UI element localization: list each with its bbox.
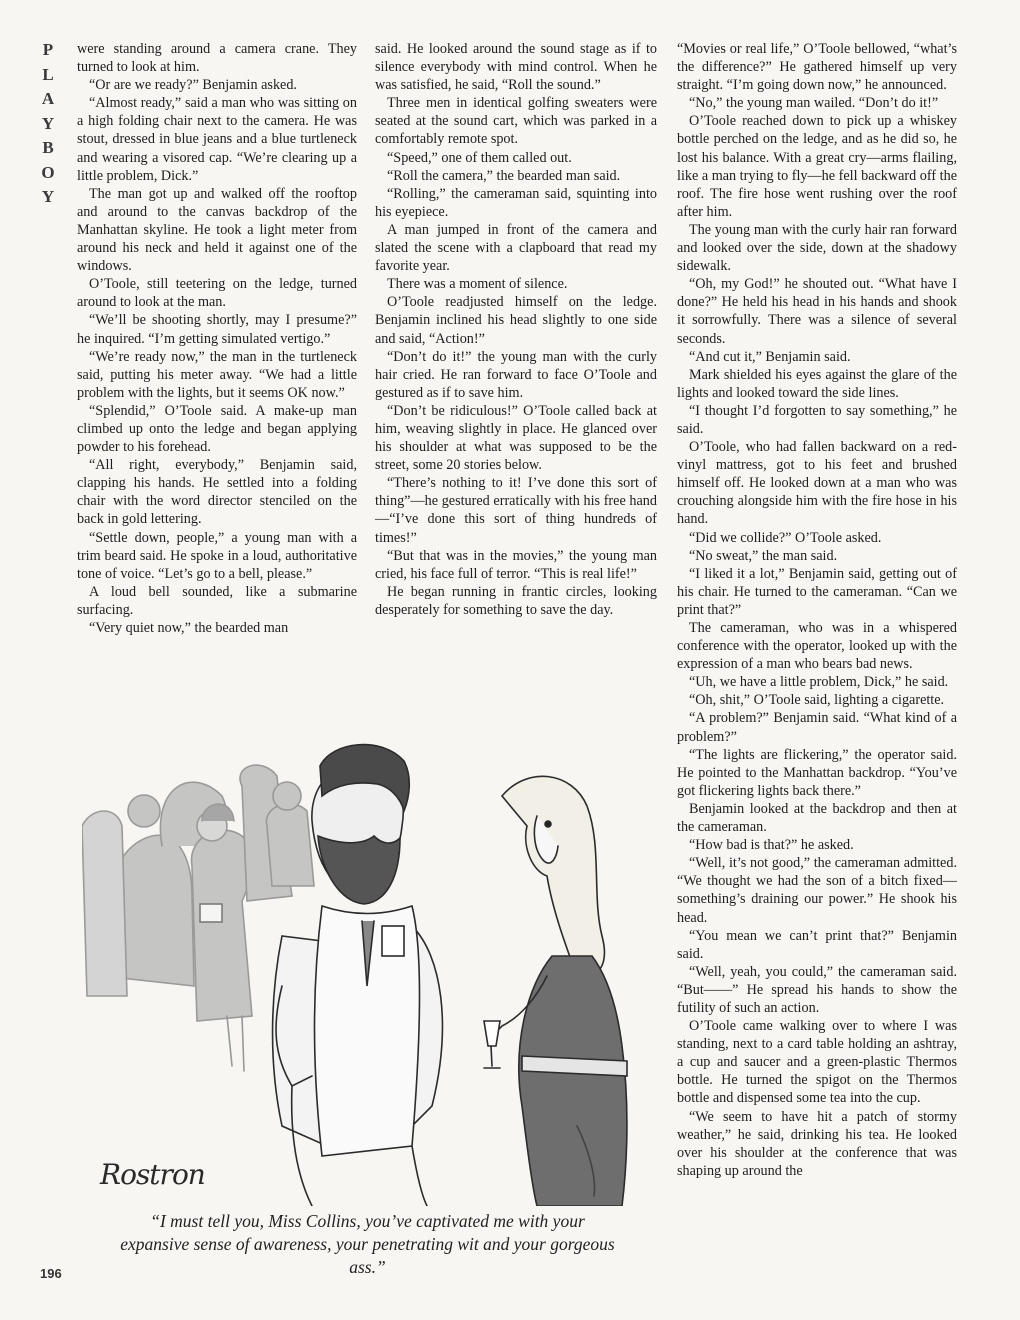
paragraph: Mark shielded his eyes against the glare of the lights and looked toward the side lines. xyxy=(677,366,957,401)
paragraph: were standing around a camera crane. They turned to look at him. xyxy=(77,41,357,76)
text-column-1 xyxy=(77,40,357,637)
paragraph: said. He looked around the sound stage as if to silence everybody with mind control. When he was satisfied, he said, “Roll the sound.” xyxy=(375,41,657,94)
masthead xyxy=(36,38,60,210)
paragraph: “I thought I’d forgotten to say something,” he said. xyxy=(677,402,957,437)
paragraph: “A problem?” Benjamin said. “What kind of a problem?” xyxy=(677,710,957,745)
masthead-letter: Y xyxy=(41,113,55,133)
paragraph: The cameraman, who was in a whispered conference with the operator, looked up with the expression of a man who bears bad news. xyxy=(677,620,957,673)
paragraph: O’Toole came walking over to where I was standing, next to a card table holding an ashtray, a cup and saucer and a green-plastic Thermos bottle. He turned the spigot on the Thermos bottle and dispensed some tea into the cup. xyxy=(677,1018,957,1107)
masthead-letter: Y xyxy=(41,187,55,206)
paragraph: “Rolling,” the cameraman said, squinting into his eyepiece. xyxy=(375,185,657,220)
paragraph: The man got up and walked off the rooftop and around to the canvas backdrop of the Manhattan skyline. He took a light meter from around his neck and held it against one of the windows. xyxy=(77,185,357,275)
paragraph: “Well, it’s not good,” the cameraman admitted. “We thought we had the son of a bitch fixed—something’s draining our power.” He shook his head. xyxy=(677,855,957,926)
paragraph: “There’s nothing to it! I’ve done this sort of thing”—he gestured erratically with his free hand—“I’ve done this sort of thing hundreds of times!” xyxy=(375,475,657,546)
paragraph: A loud bell sounded, like a submarine surfacing. xyxy=(77,583,357,618)
paragraph: “And cut it,” Benjamin said. xyxy=(689,348,851,365)
text-column-2 xyxy=(375,40,657,619)
paragraph: Three men in identical golfing sweaters were seated at the sound cart, which was parked in a comfortably remote spot. xyxy=(375,95,657,148)
masthead-letter: L xyxy=(42,64,54,84)
masthead-letter: P xyxy=(42,40,54,59)
paragraph: “We seem to have hit a patch of stormy weather,” he said, drinking his tea. He looked over his shoulder at the conference that was shaping up around the xyxy=(677,1108,957,1179)
cartoonist-signature: Rostron xyxy=(100,1158,205,1191)
paragraph: “Well, yeah, you could,” the cameraman said. “But——” He spread his hands to show the futility of such an action. xyxy=(677,963,957,1016)
woman xyxy=(484,776,627,1206)
paragraph: “Don’t be ridiculous!” O’Toole called back at him, weaving slightly in place. He glanced over his shoulder at what was supposed to be the street, some 20 stories below. xyxy=(375,402,657,474)
paragraph: “Speed,” one of them called out. xyxy=(387,149,572,166)
paragraph: “All right, everybody,” Benjamin said, clapping his hands. He settled into a folding chair with the word director stenciled on the back in gold lettering. xyxy=(77,457,357,528)
paragraph: O’Toole reached down to pick up a whiskey bottle perched on the ledge, and as he did so, he lost his balance. With a great cry—arms flailing, like a man trying to fly—he fell backward off the roof. The fire hose went rushing over the roof after him. xyxy=(677,113,957,220)
paragraph: “Very quiet now,” the bearded man xyxy=(89,620,289,636)
paragraph: “Oh, shit,” O’Toole said, lighting a cigarette. xyxy=(689,692,945,709)
masthead-letter: A xyxy=(41,89,55,108)
cartoon-illustration xyxy=(82,726,642,1206)
paragraph: O’Toole readjusted himself on the ledge. Benjamin inclined his head slightly to one side and said, “Action!” xyxy=(375,294,657,347)
paragraph: “No sweat,” the man said. xyxy=(689,547,838,564)
paragraph: The young man with the curly hair ran forward and looked over the side, down at the shadowy sidewalk. xyxy=(677,221,957,275)
paragraph: “You mean we can’t print that?” Benjamin said. xyxy=(677,927,957,962)
masthead-letter: O xyxy=(41,162,55,182)
paragraph: He began running in frantic circles, looking desperately for something to save the day. xyxy=(375,583,657,618)
paragraph: There was a moment of silence. xyxy=(387,276,568,293)
text-column-3 xyxy=(677,40,957,1180)
paragraph: “How bad is that?” he asked. xyxy=(689,837,854,854)
paragraph: “Did we collide?” O’Toole asked. xyxy=(689,529,882,546)
paragraph: “Oh, my God!” he shouted out. “What have I done?” He held his head in his hands and shook it sorrowfully. There was a silence of several seconds. xyxy=(677,276,957,347)
cartoon-caption: “I must tell you, Miss Collins, you’ve captivated me with your expansive sense of awareness, your penetrating wit and your gorgeous ass.” xyxy=(120,1211,615,1277)
paragraph: “Roll the camera,” the bearded man said. xyxy=(387,167,621,184)
paragraph: “Settle down, people,” a young man with a trim beard said. He spoke in a loud, authoritative tone of voice. “Let’s go to a bell, please.” xyxy=(77,529,357,582)
paragraph: “Don’t do it!” the young man with the curly hair cried. He ran forward to face O’Toole and gestured as if to save him. xyxy=(375,348,657,401)
paragraph: O’Toole, still teetering on the ledge, turned around to look at the man. xyxy=(77,276,357,311)
paragraph: “But that was in the movies,” the young man cried, his face full of terror. “This is real life!” xyxy=(375,547,657,582)
paragraph: “No,” the young man wailed. “Don’t do it!” xyxy=(689,95,939,112)
paragraph: A man jumped in front of the camera and slated the scene with a clapboard that read my favorite year. xyxy=(375,221,657,275)
paragraph: Benjamin looked at the backdrop and then at the cameraman. xyxy=(677,800,957,836)
page-number: 196 xyxy=(40,1266,62,1281)
paragraph: O’Toole, who had fallen backward on a red-vinyl mattress, got to his feet and brushed himself off. He looked down at a man who was crouching alongside him with the fire hose in his hand. xyxy=(677,439,957,528)
paragraph: “Almost ready,” said a man who was sitting on a high folding chair next to the camera. He was stout, dressed in blue jeans and a blue turtleneck and wearing a visored cap. “We’re clearing up a little problem, Dick.” xyxy=(77,95,357,184)
paragraph: “Movies or real life,” O’Toole bellowed, “what’s the difference?” He gathered himself up very straight. “I’m going down now,” he announced. xyxy=(677,41,957,94)
paragraph: “The lights are flickering,” the operator said. He pointed to the Manhattan backdrop. “You’ve got flickering lights back there.” xyxy=(677,746,957,799)
paragraph: “Splendid,” O’Toole said. A make-up man climbed up onto the ledge and began applying powder to his forehead. xyxy=(77,402,357,456)
masthead-letter: B xyxy=(42,138,54,157)
paragraph: “We’re ready now,” the man in the turtleneck said, putting his meter away. “We had a little problem with the lights, but it seems OK now.” xyxy=(77,348,357,401)
paragraph: “I liked it a lot,” Benjamin said, getting out of his chair. He turned to the cameraman. “Can we print that?” xyxy=(677,565,957,618)
paragraph: “We’ll be shooting shortly, may I presume?” he inquired. “I’m getting simulated vertigo.” xyxy=(77,312,357,347)
paragraph: “Or are we ready?” Benjamin asked. xyxy=(89,77,297,94)
paragraph: “Uh, we have a little problem, Dick,” he said. xyxy=(689,674,949,691)
